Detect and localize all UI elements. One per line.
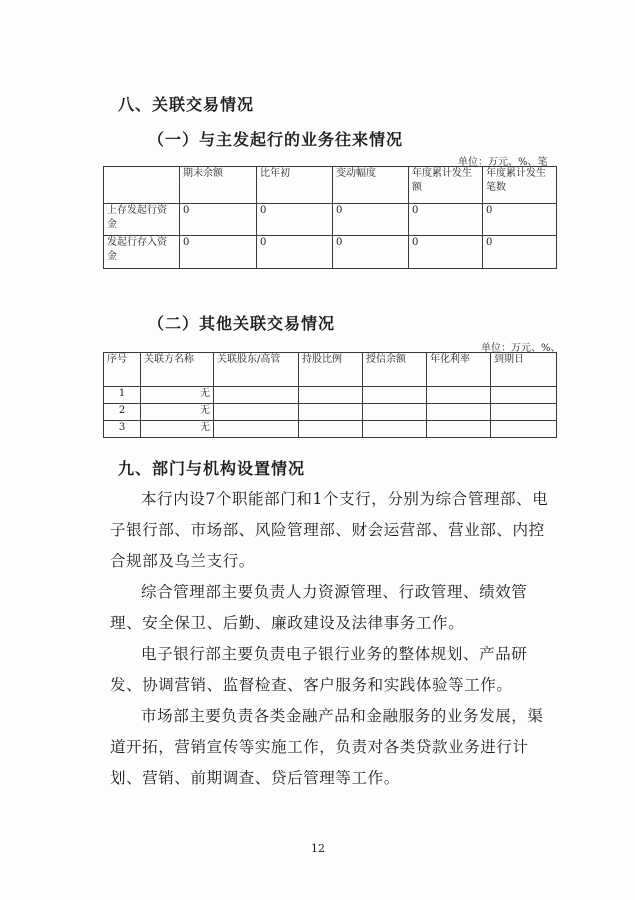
table-cell xyxy=(491,387,557,404)
related-party-name: 无 xyxy=(141,421,214,438)
table-cell xyxy=(363,421,427,438)
table-cell: 0 xyxy=(180,236,257,269)
table-header-cell: 期末余额 xyxy=(180,167,257,204)
row-label: 发起行存入资金 xyxy=(104,236,180,269)
table-row xyxy=(104,236,557,269)
table-header-cell: 年化利率 xyxy=(427,353,491,387)
table-header-cell: 授信余额 xyxy=(363,353,427,387)
paragraph: 电子银行部主要负责电子银行业务的整体规划、产品研发、协调营销、监督检查、客户服务和实践体验等工作。 xyxy=(110,645,528,694)
table-cell xyxy=(427,421,491,438)
table-header-cell: 年度累计发生笔数 xyxy=(483,167,557,204)
other-related-transactions-table xyxy=(103,352,557,438)
table-cell: 0 xyxy=(409,236,483,269)
table-cell xyxy=(214,404,299,421)
table-cell: 0 xyxy=(483,204,557,236)
table-cell xyxy=(363,387,427,404)
section-9-body xyxy=(110,484,550,794)
row-label: 上存发起行资金 xyxy=(104,204,180,236)
row-number: 1 xyxy=(104,387,141,404)
table-cell xyxy=(491,404,557,421)
section-9-title: 九、部门与机构设置情况 xyxy=(118,459,306,478)
row-number: 2 xyxy=(104,404,141,421)
table-row xyxy=(104,387,557,404)
subsection-2-title: （二）其他关联交易情况 xyxy=(148,314,336,333)
table-header-cell: 年度累计发生额 xyxy=(409,167,483,204)
table-cell: 0 xyxy=(409,204,483,236)
table-header-cell: 比年初 xyxy=(257,167,333,204)
table-cell xyxy=(427,404,491,421)
table-row xyxy=(104,404,557,421)
table-cell xyxy=(214,421,299,438)
table-row xyxy=(104,421,557,438)
table-1-unit: 单位：万元、%、笔 xyxy=(458,157,548,168)
table-cell xyxy=(299,404,363,421)
paragraph: 本行内设7个职能部门和1个支行，分别为综合管理部、电子银行部、市场部、风险管理部、财会运营部、营业部、内控合规部及乌兰支行。 xyxy=(110,490,549,570)
table-header-cell: 关联股东/高管 xyxy=(214,353,299,387)
table-2-unit: 单位：万元、%、 xyxy=(481,343,561,354)
section-8-title: 八、关联交易情况 xyxy=(118,95,255,114)
table-header-row xyxy=(104,353,557,387)
table-header-cell: 持股比例 xyxy=(299,353,363,387)
table-cell xyxy=(214,387,299,404)
table-header-cell: 到期日 xyxy=(491,353,557,387)
table-header-cell: 关联方名称 xyxy=(141,353,214,387)
page-number: 12 xyxy=(311,842,325,855)
table-row xyxy=(104,204,557,236)
related-party-name: 无 xyxy=(141,387,214,404)
table-header-cell: 变动幅度 xyxy=(333,167,409,204)
table-cell: 0 xyxy=(483,236,557,269)
table-cell xyxy=(363,404,427,421)
related-party-name: 无 xyxy=(141,404,214,421)
table-cell xyxy=(299,387,363,404)
table-cell xyxy=(427,387,491,404)
row-number: 3 xyxy=(104,421,141,438)
subsection-1-title: （一）与主发起行的业务往来情况 xyxy=(148,130,404,149)
paragraph: 综合管理部主要负责人力资源管理、行政管理、绩效管理、安全保卫、后勤、廉政建设及法律事务工作。 xyxy=(110,583,528,632)
main-bank-business-table xyxy=(103,166,557,269)
table-cell: 0 xyxy=(180,204,257,236)
table-cell: 0 xyxy=(257,236,333,269)
table-cell xyxy=(491,421,557,438)
paragraph: 市场部主要负责各类金融产品和金融服务的业务发展，渠道开拓，营销宣传等实施工作，负责对各类贷款业务进行计划、营销、前期调查、贷后管理等工作。 xyxy=(110,707,544,787)
table-cell xyxy=(299,421,363,438)
table-cell: 0 xyxy=(257,204,333,236)
table-header-cell: 序号 xyxy=(104,353,141,387)
table-cell: 0 xyxy=(333,204,409,236)
table-cell: 0 xyxy=(333,236,409,269)
table-header-cell xyxy=(104,167,180,204)
table-header-row xyxy=(104,167,557,204)
